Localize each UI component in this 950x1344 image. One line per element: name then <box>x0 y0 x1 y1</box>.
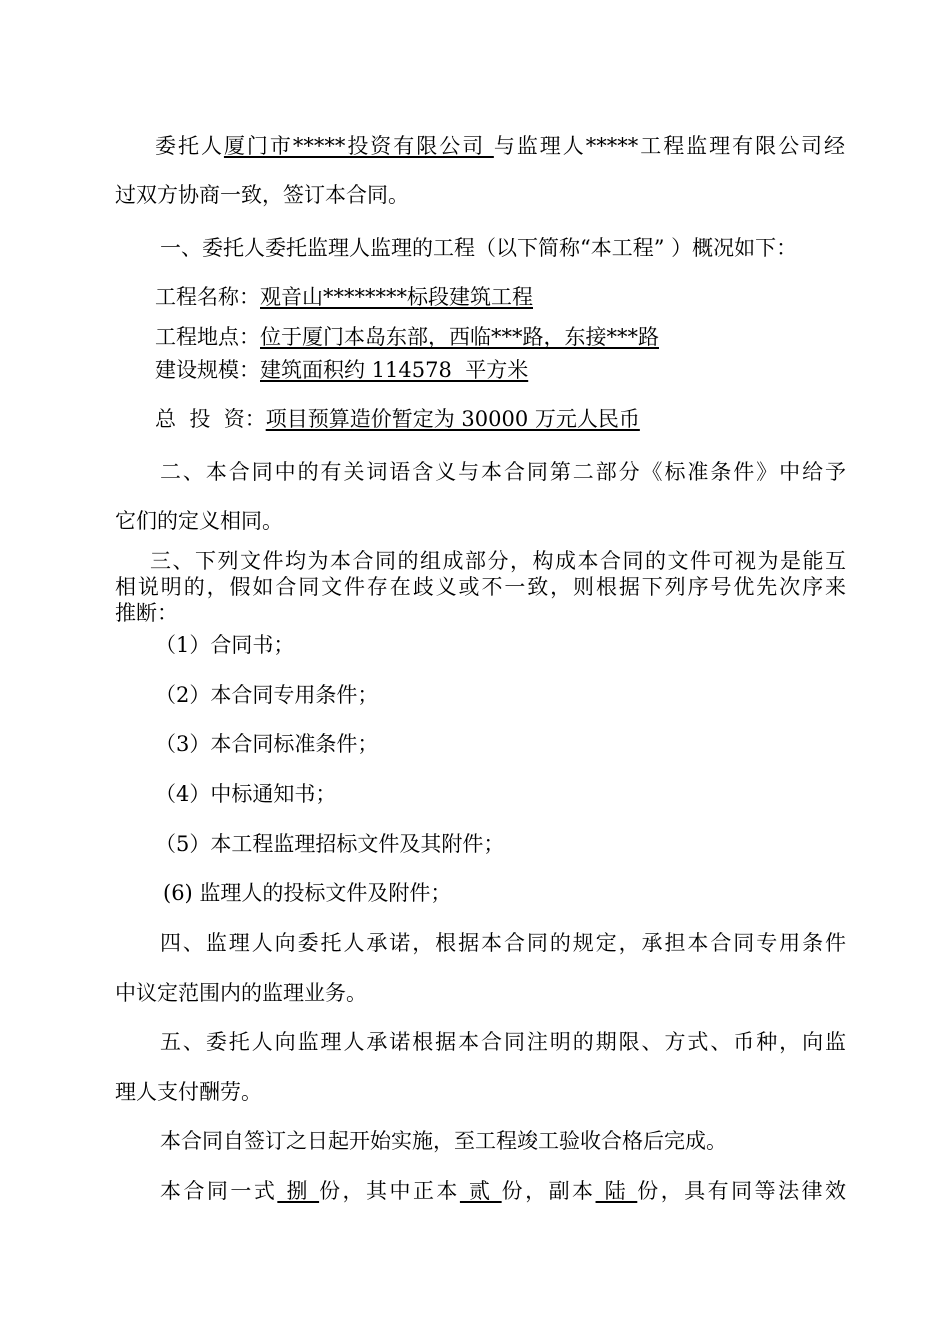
intro-middle: 与监理人*****工程监理有限公司经 <box>493 134 846 158</box>
project-name-label: 工程名称： <box>155 285 260 309</box>
article-3-line-1: 三、下列文件均为本合同的组成部分，构成本合同的文件可视为是能互 <box>150 549 846 573</box>
project-name-row <box>155 284 533 310</box>
article-5-line-2: 理人支付酬劳。 <box>115 1080 262 1104</box>
article-4-line-1: 四、监理人向委托人承诺，根据本合同的规定，承担本合同专用条件 <box>160 931 846 955</box>
list-item: （4）中标通知书； <box>155 782 337 806</box>
copies-originals: 贰 <box>459 1179 502 1203</box>
intro-prefix: 委托人 <box>155 134 224 158</box>
project-site-row <box>155 324 659 350</box>
copies-duplicates: 陆 <box>595 1179 638 1203</box>
copies-mid-2: 份，副本 <box>501 1179 596 1203</box>
list-item: (6) 监理人的投标文件及附件； <box>163 881 452 905</box>
intro-line-2: 过双方协商一致，签订本合同。 <box>115 183 409 207</box>
article-3-line-2: 相说明的，假如合同文件存在歧义或不一致，则根据下列序号优先次序来 <box>115 575 846 599</box>
copies-clause <box>160 1178 846 1204</box>
article-2-line-2: 它们的定义相同。 <box>115 509 283 533</box>
project-site-value: 位于厦门本岛东部，西临***路，东接***路 <box>260 325 659 349</box>
list-item: （2）本合同专用条件； <box>155 683 379 707</box>
list-item: （1）合同书； <box>155 633 295 657</box>
project-site-label: 工程地点： <box>155 325 260 349</box>
total-investment-row <box>155 406 640 432</box>
article-4-line-2: 中议定范围内的监理业务。 <box>115 981 367 1005</box>
copies-mid-1: 份，其中正本 <box>319 1179 460 1203</box>
copies-prefix: 本合同一式 <box>160 1179 278 1203</box>
effective-clause: 本合同自签订之日起开始实施，至工程竣工验收合格后完成。 <box>160 1129 727 1153</box>
client-name: 厦门市*****投资有限公司 <box>223 134 494 158</box>
project-scale-row <box>155 357 528 383</box>
article-1-heading: 一、委托人委托监理人监理的工程（以下简称“本工程” ）概况如下： <box>160 236 798 260</box>
list-item: （3）本合同标准条件； <box>155 732 379 756</box>
article-2-line-1: 二、本合同中的有关词语含义与本合同第二部分《标准条件》中给予 <box>160 460 846 484</box>
project-name-value: 观音山********标段建筑工程 <box>260 285 533 309</box>
project-scale-label: 建设规模： <box>155 358 260 382</box>
copies-total: 捌 <box>277 1179 320 1203</box>
copies-suffix: 份，具有同等法律效 <box>637 1179 847 1203</box>
total-investment-value: 项目预算造价暂定为 30000 万元人民币 <box>265 407 640 431</box>
project-scale-value: 建筑面积约 114578 平方米 <box>260 358 529 382</box>
list-item: （5）本工程监理招标文件及其附件； <box>155 832 505 856</box>
intro-line-1 <box>155 133 845 159</box>
article-5-line-1: 五、委托人向监理人承诺根据本合同注明的期限、方式、币种，向监 <box>160 1030 846 1054</box>
total-investment-label: 总 投 资： <box>155 407 266 431</box>
article-3-line-3: 推断： <box>115 601 178 625</box>
